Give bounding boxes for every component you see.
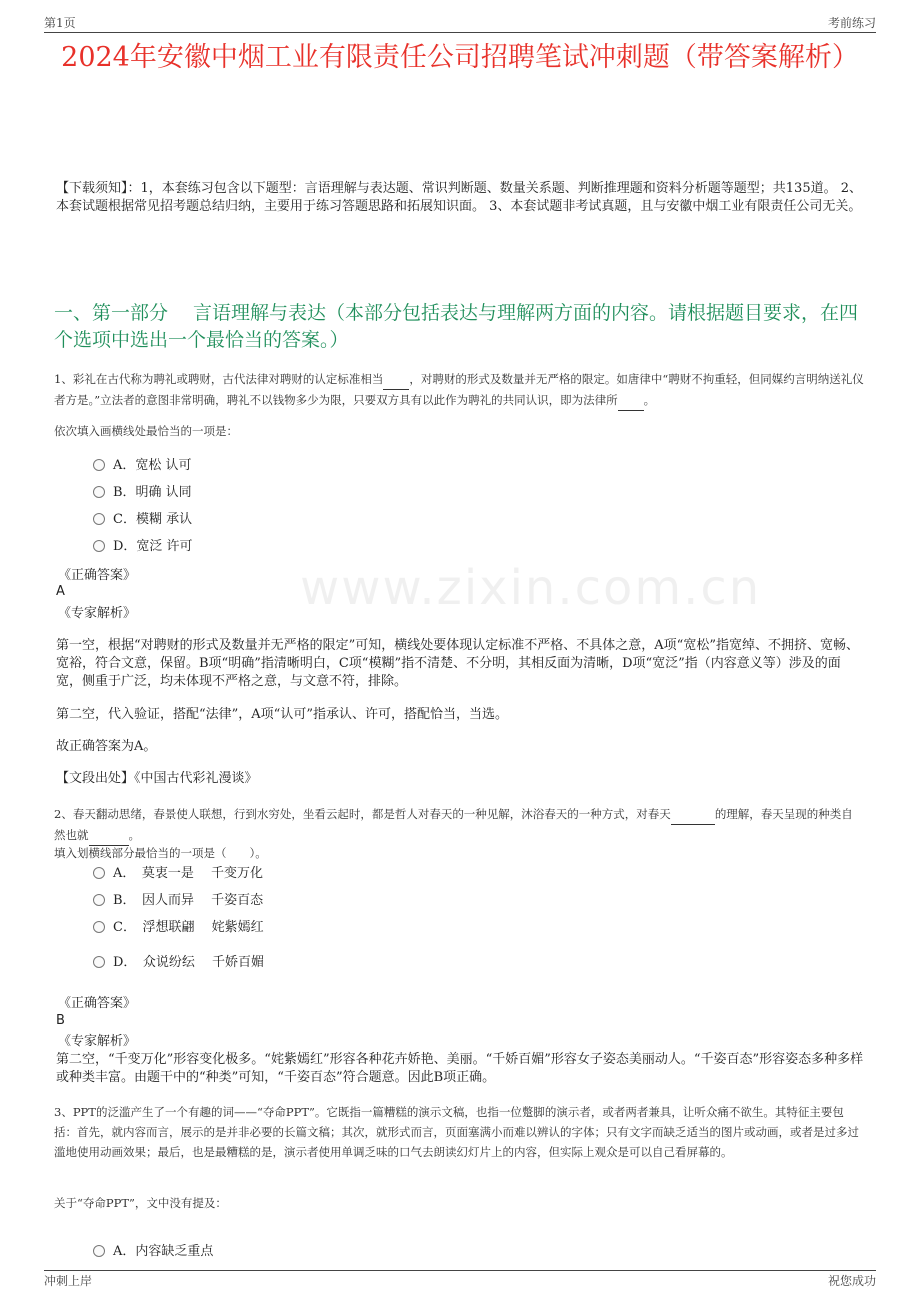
question-3-prompt: 关于“夺命PPT”，文中没有提及：	[54, 1196, 227, 1210]
q2-answer-label: 《正确答案》	[58, 996, 137, 1011]
q2-analysis-label: 《专家解析》	[58, 1034, 137, 1049]
footer-right-label: 祝您成功	[827, 1274, 876, 1288]
question-1-stem: 1、彩礼在古代称为聘礼或聘财，古代法律对聘财的认定标准相当 ，对聘财的形式及数量并无严格的限定。如唐律中“聘财不拘重轻，但同媒约言明纳送礼仪者方是。”立法者的意图非常明确，聘礼不以钱物多少为限，只要双方具有以此作为聘礼的共同认识，即为法律所 。	[54, 369, 864, 411]
radio-icon[interactable]	[93, 1245, 105, 1257]
section-heading: 一、第一部分 言语理解与表达（本部分包括表达与理解两方面的内容。请根据题目要求，在四个选项中选出一个最恰当的答案。）	[54, 302, 859, 351]
header-label: 考前练习	[827, 16, 876, 30]
question-2-prompt: 填入划横线部分最恰当的一项是（ ）。	[54, 846, 267, 860]
radio-icon[interactable]	[93, 921, 105, 933]
q1-analysis-3: 故正确答案为A。	[56, 739, 157, 754]
q1-answer: A	[56, 584, 65, 599]
blank-1	[671, 804, 715, 825]
q2-answer: B	[56, 1013, 65, 1028]
radio-icon[interactable]	[93, 513, 105, 525]
q3-option-a[interactable]: A．内容缺乏重点	[93, 1242, 213, 1262]
blank-1	[383, 369, 409, 390]
question-3-stem: 3、PPT的泛滥产生了一个有趣的词——“夺命PPT”。它既指一篇糟糕的演示文稿，也指一位蹩脚的演示者，或者两者兼具，让听众痛不欲生。其特征主要包括：首先，就内容而言，展示的是并非必要的长篇文稿；其次，就形式而言，页面塞满小而难以辨认的字体；只有文字而缺乏适当的图片或动画，或者是过多过滥地使用动画效果；最后，也是最糟糕的是，演示者使用单调乏味的口气去朗读幻灯片上的内容，但实际上观众是可以自己看屏幕的。	[54, 1105, 859, 1159]
radio-icon[interactable]	[93, 867, 105, 879]
blank-2	[618, 390, 644, 411]
radio-icon[interactable]	[93, 486, 105, 498]
question-2-stem: 2、春天翻动思绪，春景使人联想，行到水穷处，坐看云起时，都是哲人对春天的一种见解，沐浴春天的一种方式，对春天 的理解，春天呈现的种类自然也就 。	[54, 804, 864, 846]
radio-icon[interactable]	[93, 956, 105, 968]
page-number: 第1页	[44, 16, 76, 30]
page-footer	[44, 1272, 876, 1290]
q1-option-b[interactable]: B．明确 认同	[93, 483, 192, 503]
page-header	[44, 14, 876, 32]
header-divider	[44, 32, 876, 33]
q1-answer-label: 《正确答案》	[58, 568, 137, 583]
q1-option-d[interactable]: D．宽泛 许可	[93, 537, 193, 557]
watermark: www.zixin.com.cn	[300, 560, 762, 616]
radio-icon[interactable]	[93, 894, 105, 906]
footer-left-label: 冲刺上岸	[44, 1274, 93, 1288]
question-1-prompt: 依次填入画横线处最恰当的一项是：	[54, 424, 238, 438]
q1-analysis-label: 《专家解析》	[58, 606, 137, 621]
footer-divider	[44, 1270, 876, 1271]
q1-option-a[interactable]: A．宽松 认可	[93, 456, 192, 476]
download-notice: 【下载须知】：1，本套练习包含以下题型：言语理解与表达题、常识判断题、数量关系题、判断推理题和资料分析题等题型；共135道。 2、本套试题根据常见招考题总结归纳，主要用于练习答题思路和拓展知识面。 3、本套试题非考试真题，且与安徽中烟工业有限责任公司无关。	[56, 181, 862, 214]
document-title: 2024年安徽中烟工业有限责任公司招聘笔试冲刺题（带答案解析）	[61, 42, 859, 73]
q2-option-a[interactable]: A． 莫衷一是 千变万化	[93, 864, 263, 884]
q2-option-d[interactable]: D． 众说纷纭 千娇百媚	[93, 953, 264, 973]
q1-analysis-2: 第二空，代入验证，搭配“法律”，A项“认可”指承认、许可，搭配恰当，当选。	[56, 707, 508, 722]
q1-analysis-1: 第一空，根据“对聘财的形式及数量并无严格的限定”可知，横线处要体现认定标准不严格、不具体之意，A项“宽松”指宽绰、不拥挤、宽畅、宽裕，符合文意，保留。B项“明确”指清晰明白，C项“模糊”指不清楚、不分明，其相反面为清晰，D项“宽泛”指（内容意义等）涉及的面宽，侧重于广泛，均未体现不严格之意，与文意不符，排除。	[56, 638, 859, 689]
q2-analysis-1: 第二空，“千变万化”形容变化极多。“姹紫嫣红”形容各种花卉娇艳、美丽。“千娇百媚”形容女子姿态美丽动人。“千姿百态”形容姿态多种多样或种类丰富。由题干中的“种类”可知，“千姿百态”符合题意。因此B项正确。	[56, 1052, 864, 1085]
radio-icon[interactable]	[93, 459, 105, 471]
q2-option-b[interactable]: B． 因人而异 千姿百态	[93, 891, 263, 911]
q1-option-c[interactable]: C．模糊 承认	[93, 510, 192, 530]
radio-icon[interactable]	[93, 540, 105, 552]
q2-option-c[interactable]: C． 浮想联翩 姹紫嫣红	[93, 918, 264, 938]
q1-source: 【文段出处】《中国古代彩礼漫谈》	[56, 771, 258, 786]
